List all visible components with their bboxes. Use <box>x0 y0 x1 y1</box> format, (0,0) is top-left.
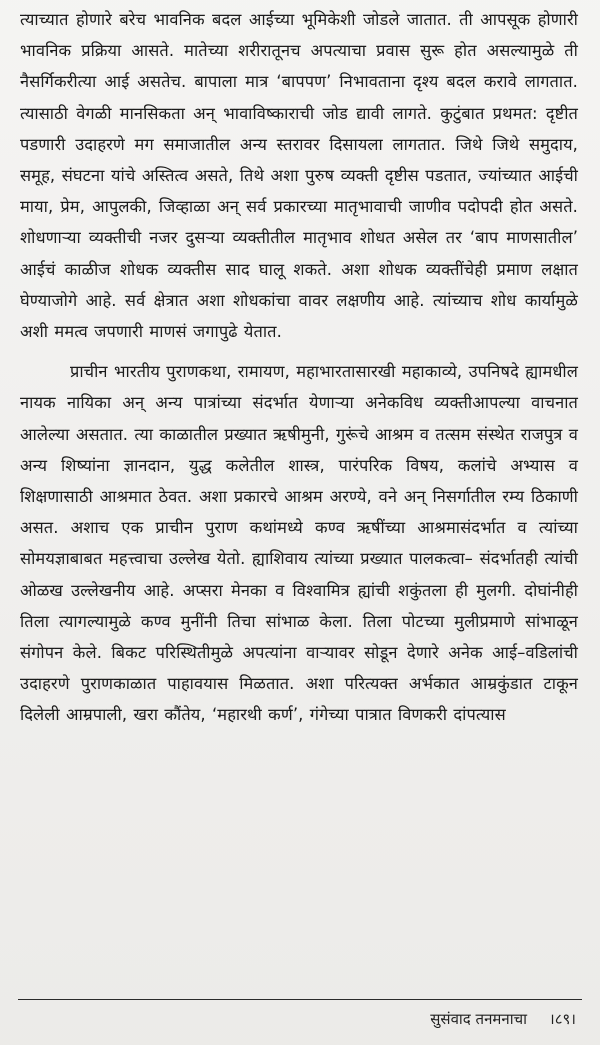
running-title: सुसंवाद तनमनाचा <box>430 1010 528 1028</box>
page-number: ।८९। <box>549 1010 576 1028</box>
page-footer <box>430 1008 576 1030</box>
paragraph-2: प्राचीन भारतीय पुराणकथा, रामायण, महाभारतासारखी महाकाव्ये, उपनिषदे ह्यामधील नायक नायिका अन् अन्य पात्रांच्या संदर्भात येणाऱ्या अनेकविध व्यक्तीआपल्या वाचनात आलेल्या असतात. त्या काळातील प्रख्यात ऋषीमुनी, गुरूंचे आश्रम व तत्सम संस्थेत राजपुत्र व अन्य शिष्यांना ज्ञानदान, युद्ध कलेतील शास्त्र, पारंपरिक विषय, कलांचे अभ्यास व शिक्षणासाठी आश्रमात ठेवत. अशा प्रकारचे आश्रम अरण्ये, वने अन् निसर्गातील रम्य ठिकाणी असत. अशाच एक प्राचीन पुराण कथांमध्ये कण्व ऋषींच्या आश्रमासंदर्भात व त्यांच्या सोमयज्ञाबाबत महत्त्वाचा उल्लेख येतो. ह्याशिवाय त्यांच्या प्रख्यात पालकत्वा– संदर्भातही त्यांची ओळख उल्लेखनीय आहे. अप्सरा मेनका व विश्वामित्र ह्यांची शकुंतला ही मुलगी. दोघांनीही तिला त्यागल्यामुळे कण्व मुनींनी तिचा सांभाळ केला. तिला पोटच्या मुलीप्रमाणे सांभाळून संगोपन केले. बिकट परिस्थितीमुळे अपत्यांना वाऱ्यावर सोडून देणारे अनेक आई–वडिलांची उदाहरणे पुराणकाळात पाहावयास मिळतात. अशा परित्यक्त अर्भकात आम्रकुंडात टाकून दिलेली आम्रपाली, खरा कौंतेय, ‘महारथी कर्ण’, गंगेच्या पात्रात विणकरी दांपत्यास <box>20 362 578 725</box>
body-text <box>20 4 578 731</box>
footer-rule <box>18 999 582 1000</box>
paragraph-1: त्याच्यात होणारे बरेच भावनिक बदल आईच्या भूमिकेशी जोडले जातात. ती आपसूक होणारी भावनिक प्रक्रिया आसते. मातेच्या शरीरातूनच अपत्याचा प्रवास सुरू होत असल्यामुळे ती नैसर्गिकरीत्या आई असतेच. बापाला मात्र ‘बापपण’ निभावताना दृश्य बदल करावे लागतात. त्यासाठी वेगळी मानसिकता अन् भावाविष्काराची जोड द्यावी लागते. कुटुंबात प्रथमत: दृष्टीत पडणारी उदाहरणे मग समाजातील अन्य स्तरावर दिसायला लागतात. जिथे जिथे समुदाय, समूह, संघटना यांचे अस्तित्व असते, तिथे अशा पुरुष व्यक्ती दृष्टीस पडतात, ज्यांच्यात आईची माया, प्रेम, आपुलकी, जिव्हाळा अन् सर्व प्रकारच्या मातृभावाची जाणीव पदोपदी होत असते. शोधणाऱ्या व्यक्तीची नजर दुसऱ्या व्यक्तीतील मातृभाव शोधत असेल तर ‘बाप माणसातील’ आईचं काळीज शोधक व्यक्तीस साद घालू शकते. अशा शोधक व्यक्तींचेही प्रमाण लक्षात घेण्याजोगे आहे. सर्व क्षेत्रात अशा शोधकांचा वावर लक्षणीय आहे. त्यांच्याच शोध कार्यामुळे अशी ममत्व जपणारी माणसं जगापुढे येतात. <box>20 10 578 342</box>
